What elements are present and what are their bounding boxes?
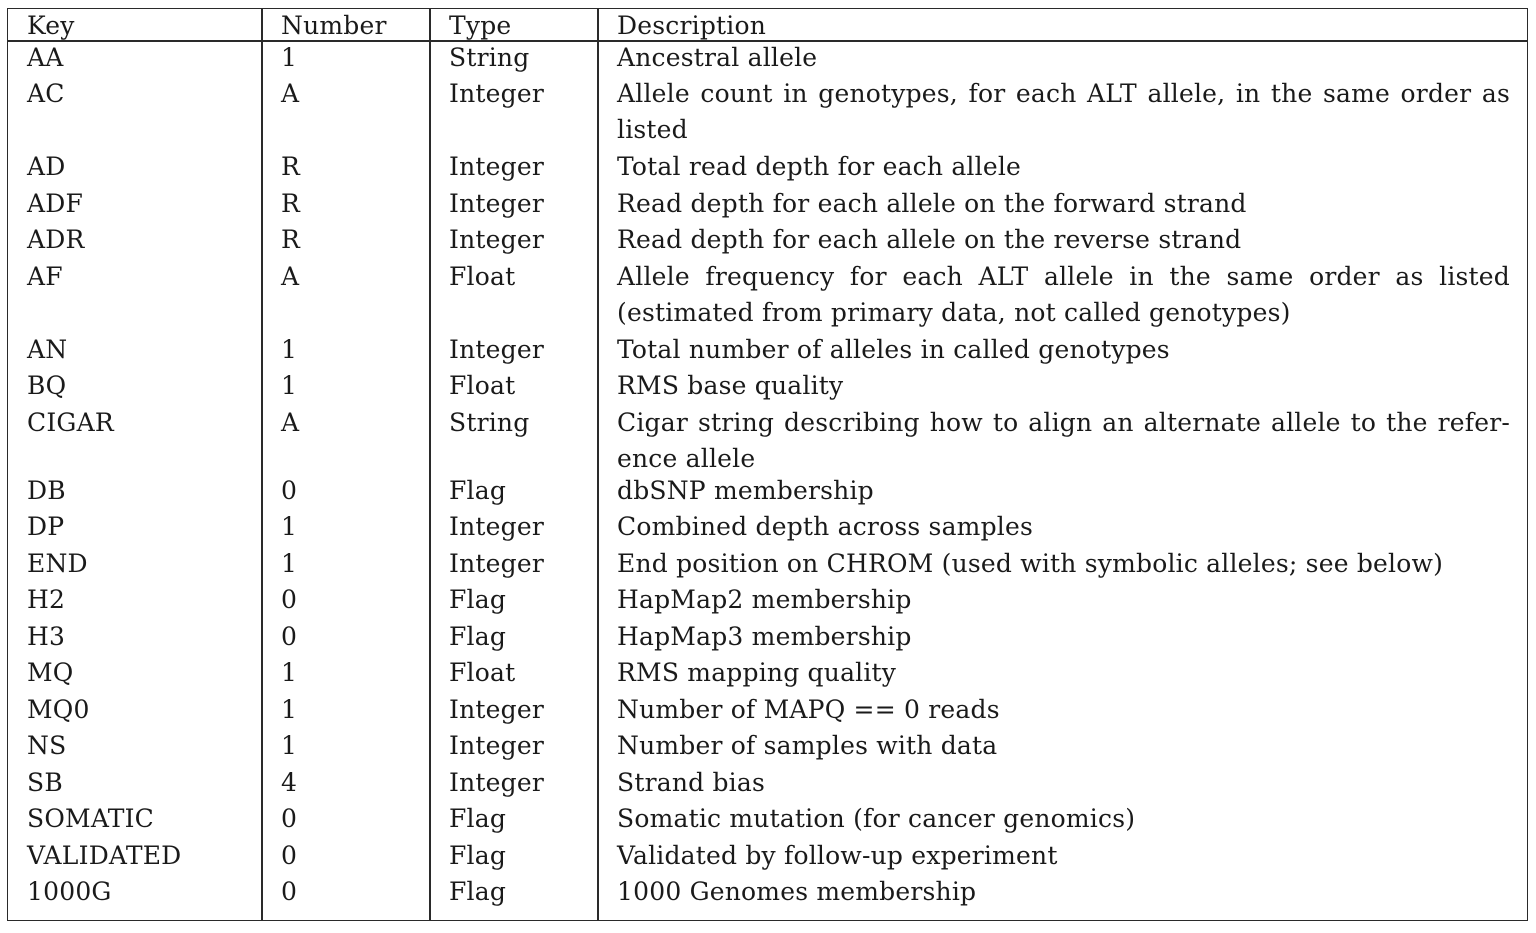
row-number: R: [281, 225, 301, 254]
row-key: SOMATIC: [27, 804, 154, 833]
row-description: HapMap2 membership: [617, 585, 912, 614]
row-number: 0: [281, 476, 298, 505]
row-type: Integer: [449, 335, 544, 364]
row-type: Flag: [449, 622, 507, 651]
row-key: CIGAR: [27, 408, 114, 437]
row-type: Flag: [449, 585, 507, 614]
row-number: 1: [281, 731, 298, 760]
row-key: END: [27, 549, 88, 578]
row-key: 1000G: [27, 877, 112, 906]
row-number: R: [281, 152, 301, 181]
header-key: Key: [27, 11, 75, 40]
row-number: 0: [281, 841, 298, 870]
row-type: Integer: [449, 512, 544, 541]
row-description: Ancestral allele: [617, 43, 818, 72]
row-type: Float: [449, 658, 516, 687]
info-fields-table: [7, 8, 1528, 921]
row-key: AD: [27, 152, 66, 181]
row-description: RMS base quality: [617, 371, 844, 400]
row-type: Float: [449, 262, 516, 291]
row-description: Total read depth for each allele: [617, 152, 1022, 181]
row-number: 0: [281, 877, 298, 906]
row-number: 1: [281, 335, 298, 364]
row-description: Somatic mutation (for cancer genomics): [617, 804, 1136, 833]
row-description: 1000 Genomes membership: [617, 877, 977, 906]
row-type: Integer: [449, 152, 544, 181]
row-key: AC: [27, 79, 65, 108]
row-type: Float: [449, 371, 516, 400]
row-description: RMS mapping quality: [617, 658, 897, 687]
row-number: 0: [281, 804, 298, 833]
header-number: Number: [281, 11, 387, 40]
row-number: A: [281, 408, 300, 437]
row-number: A: [281, 262, 300, 291]
header-description: Description: [617, 11, 767, 40]
row-type: Integer: [449, 695, 544, 724]
row-number: 4: [281, 768, 298, 797]
row-key: ADF: [27, 189, 84, 218]
row-type: Flag: [449, 877, 507, 906]
row-number: 1: [281, 371, 298, 400]
row-number: 1: [281, 43, 298, 72]
row-key: MQ: [27, 658, 74, 687]
row-description: Allele count in genotypes, for each ALT allele, in the same order as listed: [617, 79, 1510, 144]
row-number: 0: [281, 585, 298, 614]
row-key: AA: [27, 43, 64, 72]
row-description: Strand bias: [617, 768, 766, 797]
row-key: DB: [27, 476, 66, 505]
row-key: VALIDATED: [27, 841, 182, 870]
row-description: dbSNP membership: [617, 476, 874, 505]
row-type: Integer: [449, 768, 544, 797]
row-description: Total number of alleles in called genotypes: [617, 335, 1170, 364]
row-type: String: [449, 43, 530, 72]
row-key: DP: [27, 512, 65, 541]
row-key: SB: [27, 768, 63, 797]
row-description: Allele frequency for each ALT allele in the same order as listed (estimated from primary data, not called genotypes): [617, 262, 1510, 327]
column-divider-number: [429, 9, 431, 920]
row-type: Integer: [449, 189, 544, 218]
row-key: AN: [27, 335, 68, 364]
row-key: AF: [27, 262, 63, 291]
row-number: A: [281, 79, 300, 108]
row-number: 1: [281, 695, 298, 724]
row-description: Number of MAPQ == 0 reads: [617, 695, 1000, 724]
row-number: 1: [281, 549, 298, 578]
row-description: Read depth for each allele on the forward strand: [617, 189, 1247, 218]
column-divider-type: [597, 9, 599, 920]
row-description: Validated by follow-up experiment: [617, 841, 1058, 870]
row-number: 1: [281, 658, 298, 687]
row-key: MQ0: [27, 695, 90, 724]
row-type: Flag: [449, 804, 507, 833]
header-type: Type: [449, 11, 512, 40]
row-type: Integer: [449, 731, 544, 760]
row-description: Combined depth across samples: [617, 512, 1034, 541]
row-description: End position on CHROM (used with symbolic alleles; see below): [617, 549, 1444, 578]
row-type: Flag: [449, 476, 507, 505]
row-type: Integer: [449, 79, 544, 108]
row-description: Cigar string describing how to align an alternate allele to the refer-ence allele: [617, 408, 1510, 473]
row-description: HapMap3 membership: [617, 622, 912, 651]
row-type: Integer: [449, 225, 544, 254]
row-type: Flag: [449, 841, 507, 870]
row-key: H2: [27, 585, 66, 614]
row-key: NS: [27, 731, 67, 760]
row-number: 1: [281, 512, 298, 541]
row-type: String: [449, 408, 530, 437]
row-description: Read depth for each allele on the reverse strand: [617, 225, 1242, 254]
row-number: R: [281, 189, 301, 218]
row-description: Number of samples with data: [617, 731, 998, 760]
row-type: Integer: [449, 549, 544, 578]
row-key: H3: [27, 622, 66, 651]
row-key: ADR: [27, 225, 85, 254]
row-number: 0: [281, 622, 298, 651]
row-key: BQ: [27, 371, 67, 400]
